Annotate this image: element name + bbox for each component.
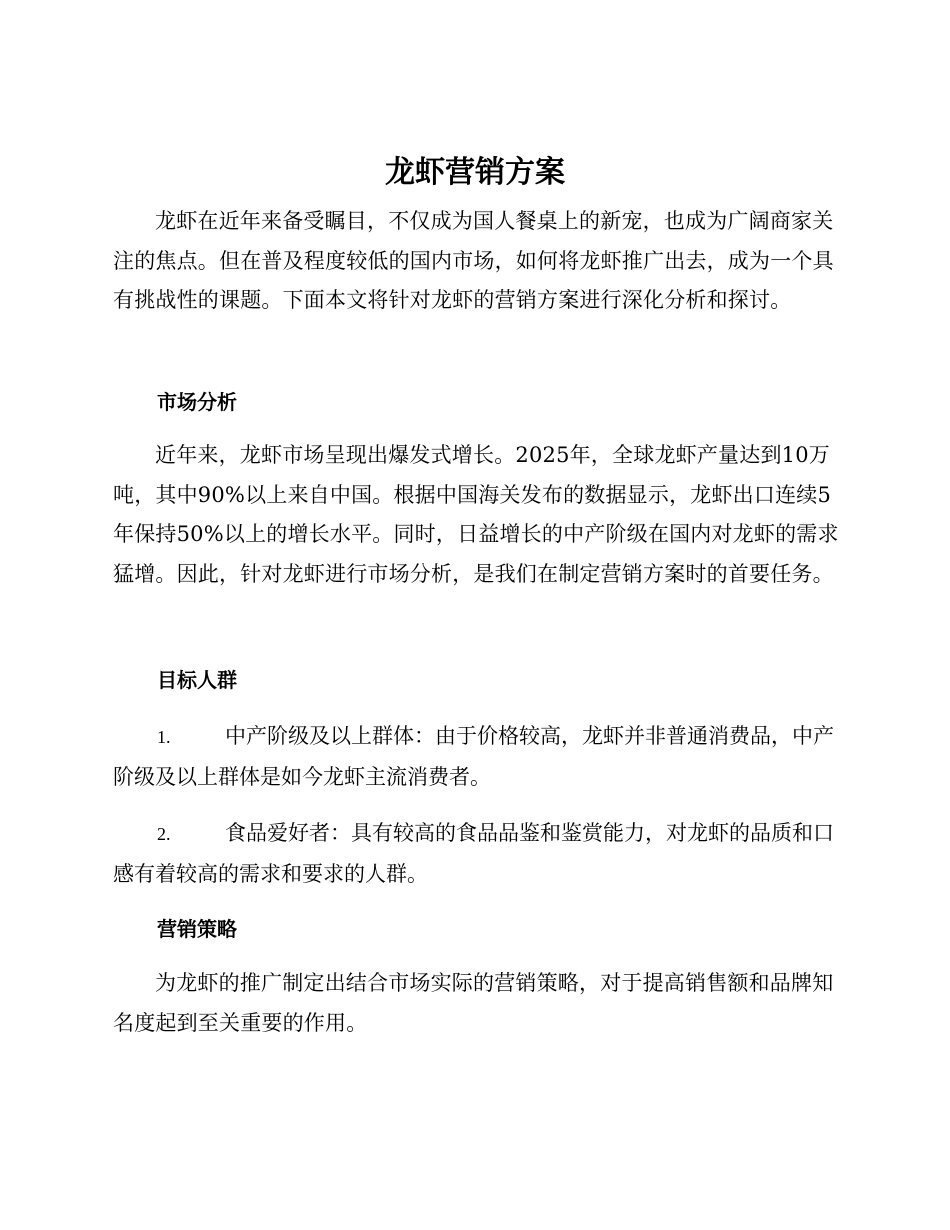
- section-heading-target-audience: 目标人群: [157, 668, 237, 692]
- market-analysis-paragraph: 近年来，龙虾市场呈现出爆发式增长。2025年，全球龙虾产量达到10万吨，其中90%以上来自中国。根据中国海关发布的数据显示，龙虾出口连续5年保持50%以上的增长水平。同时，日益增长的中产阶级在国内对龙虾的需求猛增。因此，针对龙虾进行市场分析，是我们在制定营销方案时的首要任务。: [113, 443, 839, 586]
- section-heading-marketing-strategy: 营销策略: [157, 917, 237, 941]
- marketing-strategy-paragraph: 为龙虾的推广制定出结合市场实际的营销策略，对于提高销售额和品牌知名度起到至关重要的作用。: [113, 971, 834, 1035]
- list-item-number: 2.: [157, 824, 171, 844]
- intro-paragraph: 龙虾在近年来备受瞩目，不仅成为国人餐桌上的新宠，也成为广阔商家关注的焦点。但在普及程度较低的国内市场，如何将龙虾推广出去，成为一个具有挑战性的课题。下面本文将针对龙虾的营销方案进行深化分析和探讨。: [113, 209, 834, 313]
- list-item: [113, 716, 839, 797]
- list-item-number: 1.: [157, 727, 171, 747]
- section-heading-market-analysis: 市场分析: [157, 390, 237, 414]
- list-item-text: 中产阶级及以上群体：由于价格较高，龙虾并非普通消费品，中产阶级及以上群体是如今龙虾主流消费者。: [113, 724, 834, 789]
- list-item-text: 食品爱好者：具有较高的食品品鉴和鉴赏能力，对龙虾的品质和口感有着较高的需求和要求的人群。: [113, 821, 834, 886]
- document-title: 龙虾营销方案: [385, 155, 565, 190]
- list-item: [113, 813, 839, 894]
